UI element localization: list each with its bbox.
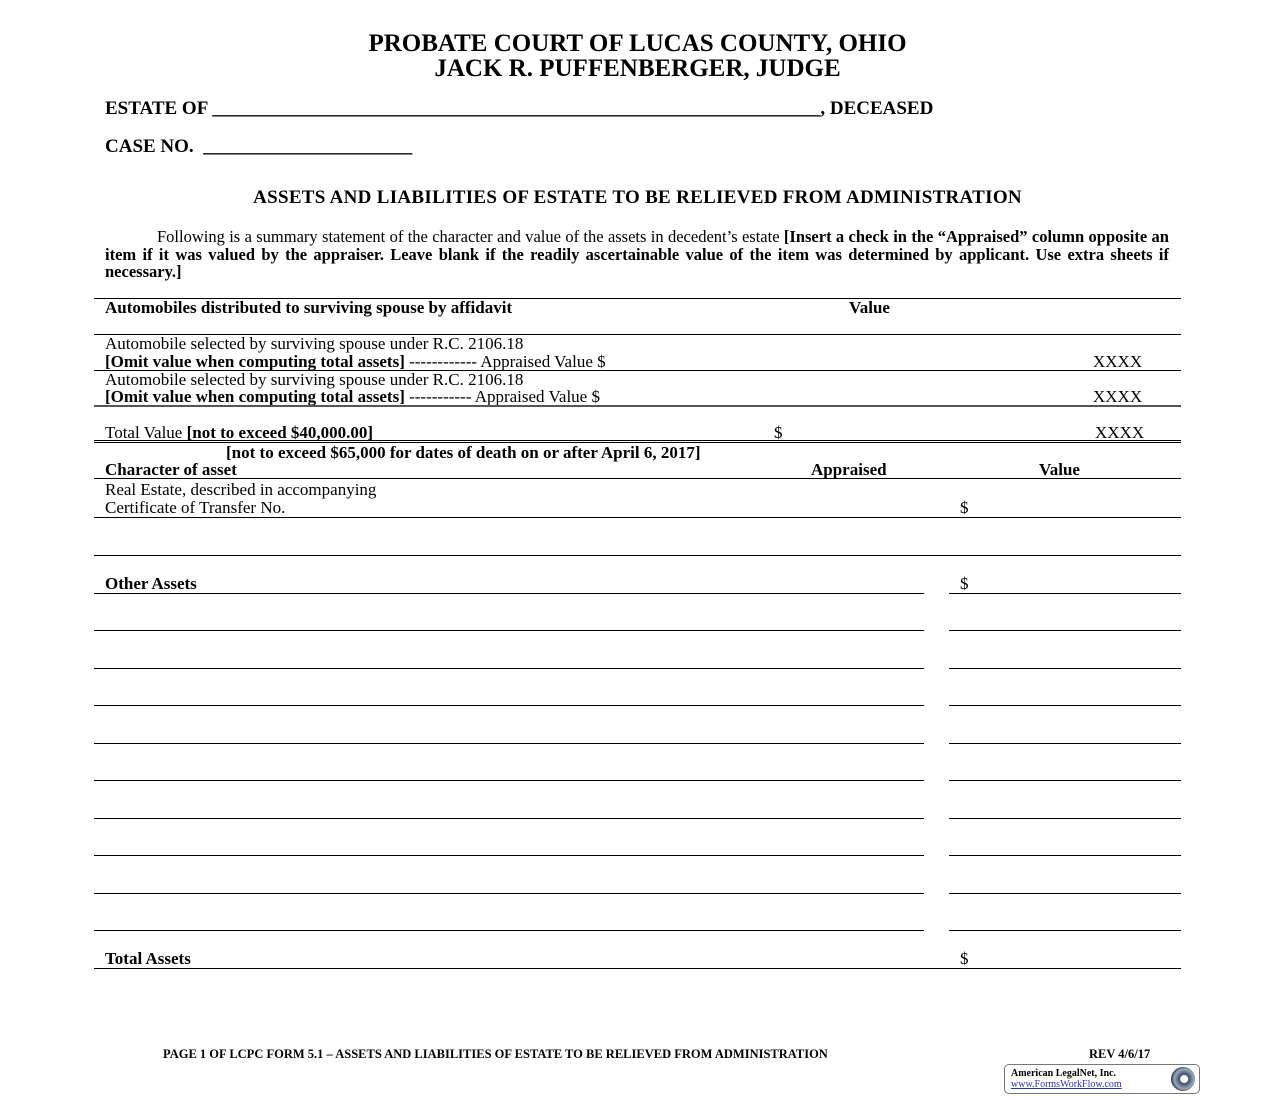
asset-description-line[interactable] xyxy=(94,705,924,706)
autos-heading: Automobiles distributed to surviving spouse by affidavit xyxy=(105,298,513,317)
asset-value-line[interactable] xyxy=(949,668,1181,669)
total-assets-line[interactable] xyxy=(94,968,1181,969)
asset-value-line[interactable] xyxy=(949,855,1181,856)
estate-label: ESTATE OF xyxy=(105,98,208,119)
col-character: Character of asset xyxy=(105,460,237,479)
auto-row-1-label: Automobile selected by surviving spouse under R.C. 2106.18 xyxy=(105,334,524,353)
omit-note: [Omit value when computing total assets] xyxy=(105,387,405,406)
instructions-text: Following is a summary statement of the character and value of the assets in decedent’s estate xyxy=(157,227,784,246)
asset-description-line[interactable] xyxy=(94,780,924,781)
real-estate-line1: Real Estate, described in accompanying xyxy=(105,480,377,499)
auto-row-2-value[interactable]: XXXX xyxy=(1093,387,1143,406)
asset-description-line[interactable] xyxy=(94,593,924,594)
autos-value-header: Value xyxy=(849,298,890,317)
instructions xyxy=(105,228,1169,281)
american-legalnet-logo[interactable] xyxy=(1004,1064,1200,1094)
case-number-field[interactable]: ______________________ xyxy=(203,136,413,157)
asset-description-line[interactable] xyxy=(94,818,924,819)
total-value-label: Total Value xyxy=(105,423,187,442)
asset-description-line[interactable] xyxy=(94,893,924,894)
other-assets-dollar: $ xyxy=(960,574,969,593)
deceased-label: , DECEASED xyxy=(820,98,934,119)
asset-value-line[interactable] xyxy=(949,893,1181,894)
auto-row-2-omit xyxy=(105,388,600,406)
auto-row-1-omit xyxy=(105,353,606,371)
appraised-value-label: ------------ Appraised Value $ xyxy=(404,352,606,371)
divider xyxy=(94,405,1181,407)
asset-description-line[interactable] xyxy=(94,668,924,669)
asset-description-line[interactable] xyxy=(94,630,924,631)
asset-value-line[interactable] xyxy=(949,743,1181,744)
form-title: ASSETS AND LIABILITIES OF ESTATE TO BE RELIEVED FROM ADMINISTRATION xyxy=(253,187,1022,208)
auto-row-1-value[interactable]: XXXX xyxy=(1093,352,1143,371)
estate-name-field[interactable]: ________________________________________________________________ xyxy=(212,98,821,119)
divider xyxy=(94,478,1181,479)
logo-link[interactable]: www.FormsWorkFlow.com xyxy=(1011,1079,1122,1090)
judge-name: JACK R. PUFFENBERGER, JUDGE xyxy=(434,55,841,82)
omit-note: [Omit value when computing total assets] xyxy=(105,352,405,371)
instructions-bold: [Insert a check in the “Appraised” column opposite an item if it was valued by the appraiser. Leave blank if the readily ascertainable value of the item was determined by applicant. Use extra sheets if necessary.] xyxy=(105,227,1169,281)
court-name: PROBATE COURT OF LUCAS COUNTY, OHIO xyxy=(368,30,907,57)
divider xyxy=(94,517,1181,518)
total-dollar: $ xyxy=(774,423,783,442)
auto-row-2-label: Automobile selected by surviving spouse under R.C. 2106.18 xyxy=(105,370,524,389)
other-assets-label: Other Assets xyxy=(105,574,197,593)
asset-value-line[interactable] xyxy=(949,780,1181,781)
total-limit-note: [not to exceed $40,000.00] xyxy=(186,423,374,442)
estate-line xyxy=(105,100,933,118)
asset-value-line[interactable] xyxy=(949,630,1181,631)
col-appraised: Appraised xyxy=(811,460,887,479)
globe-icon xyxy=(1171,1067,1195,1091)
real-estate-dollar: $ xyxy=(960,498,969,517)
asset-description-line[interactable] xyxy=(94,743,924,744)
total-assets-dollar: $ xyxy=(960,949,969,968)
total-value[interactable]: XXXX xyxy=(1095,423,1145,442)
asset-value-line[interactable] xyxy=(949,593,1181,594)
case-label: CASE NO. xyxy=(105,136,194,157)
limit-note: [not to exceed $65,000 for dates of death on or after April 6, 2017] xyxy=(226,443,701,462)
total-assets-label: Total Assets xyxy=(105,949,191,968)
case-line xyxy=(105,138,412,156)
appraised-value-label: ----------- Appraised Value $ xyxy=(404,387,600,406)
asset-value-line[interactable] xyxy=(949,930,1181,931)
revision: REV 4/6/17 xyxy=(1089,1047,1151,1061)
col-value: Value xyxy=(1039,460,1080,479)
logo-name: American LegalNet, Inc. xyxy=(1011,1068,1116,1079)
asset-value-line[interactable] xyxy=(949,705,1181,706)
entry-line[interactable] xyxy=(94,555,1181,556)
asset-description-line[interactable] xyxy=(94,930,924,931)
asset-value-line[interactable] xyxy=(949,818,1181,819)
asset-description-line[interactable] xyxy=(94,855,924,856)
footer-text: PAGE 1 OF LCPC FORM 5.1 – ASSETS AND LIABILITIES OF ESTATE TO BE RELIEVED FROM ADMINISTRATION xyxy=(163,1047,828,1061)
real-estate-line2: Certificate of Transfer No. xyxy=(105,498,286,517)
